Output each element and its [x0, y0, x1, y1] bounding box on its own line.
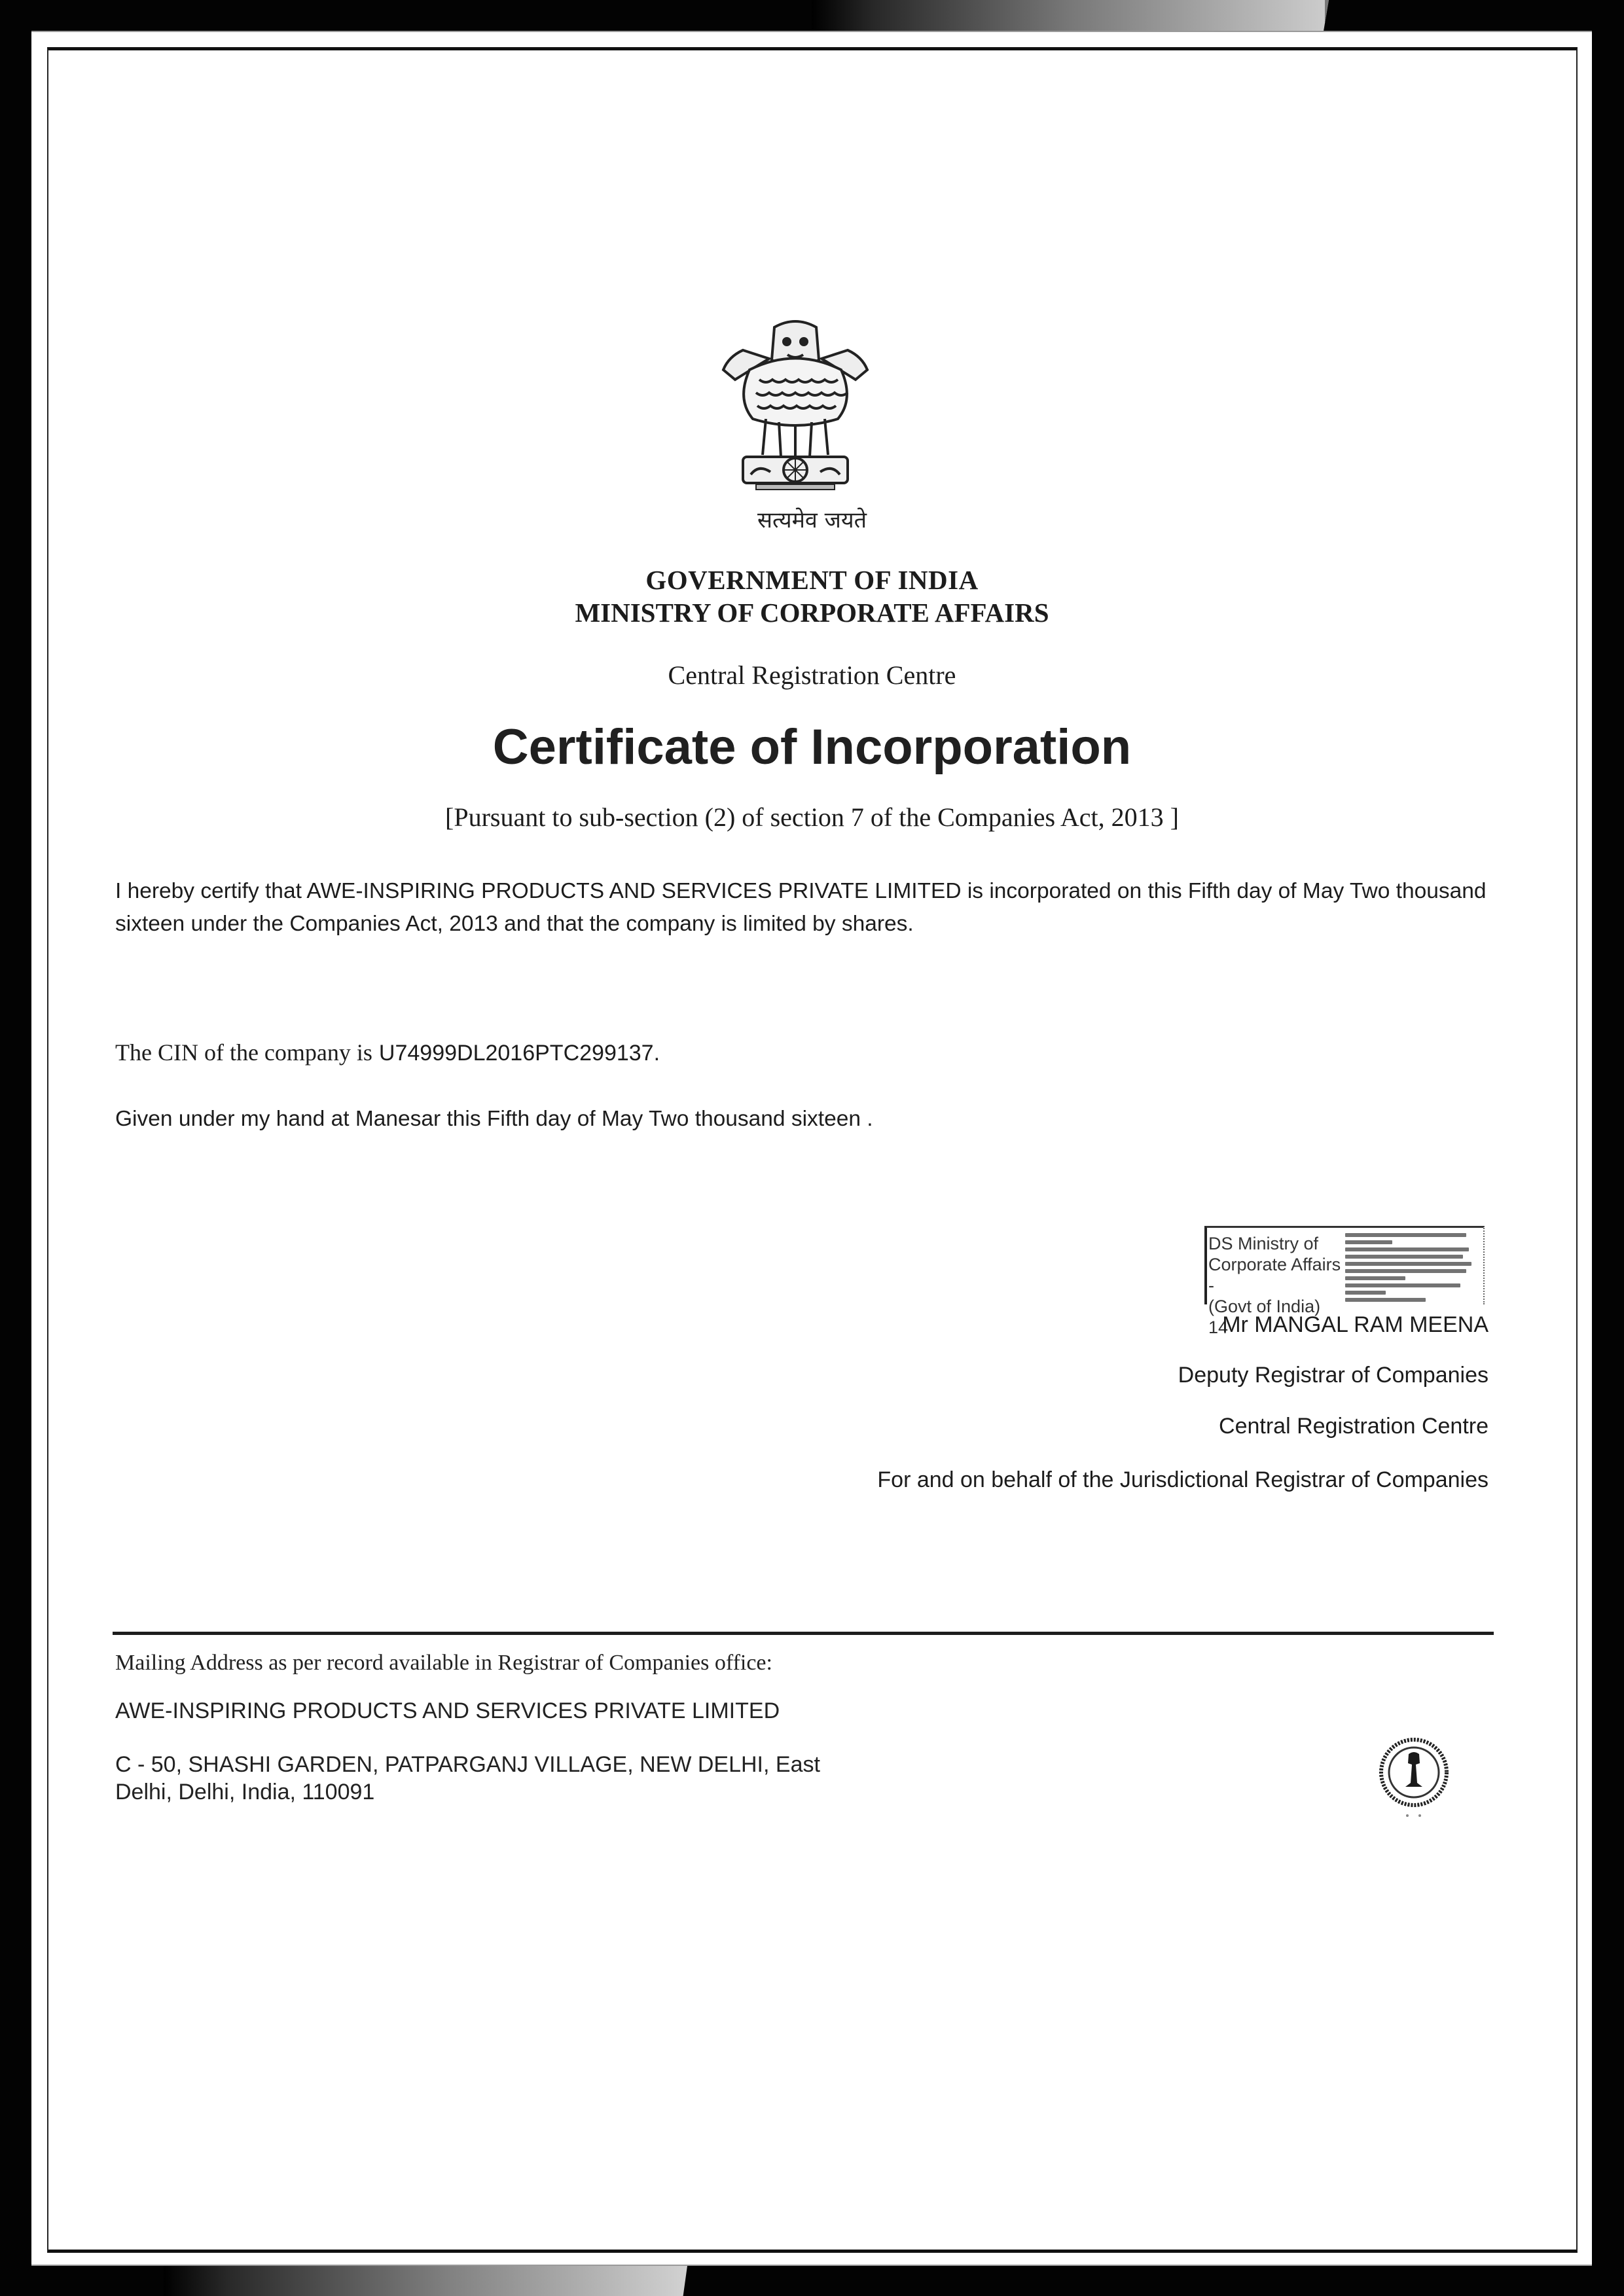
frame-highlight-bottom — [164, 2266, 687, 2296]
government-heading: GOVERNMENT OF INDIA — [645, 565, 979, 595]
signer-line: (Govt of India) 14 — [1208, 1297, 1321, 1337]
digital-signature-signer — [1207, 1228, 1343, 1337]
signer-line: DS Ministry of — [1208, 1234, 1319, 1253]
footer-divider — [113, 1632, 1494, 1635]
mailing-address-label: Mailing Address as per record available in Registrar of Companies office: — [115, 1651, 772, 1675]
national-motto: सत्यमेव जयते — [757, 507, 867, 533]
signatory-on-behalf: For and on behalf of the Jurisdictional Registrar of Companies — [877, 1467, 1489, 1492]
address-line-2: Delhi, Delhi, India, 110091 — [115, 1780, 375, 1804]
cin-value: U74999DL2016PTC299137. — [378, 1041, 660, 1066]
cin-statement — [115, 1036, 1490, 1069]
signatory-designation: Deputy Registrar of Companies — [1178, 1363, 1489, 1388]
page-title: Certificate of Incorporation — [492, 719, 1132, 775]
signer-line: Corporate Affairs - — [1208, 1255, 1341, 1295]
address-line-1: C - 50, SHASHI GARDEN, PATPARGANJ VILLAGE, NEW DELHI, East — [115, 1752, 820, 1777]
registration-centre-heading: Central Registration Centre — [668, 660, 956, 690]
digital-signature-details — [1343, 1228, 1483, 1304]
ministry-seal-icon — [1378, 1734, 1450, 1820]
pursuant-clause: [Pursuant to sub-section (2) of section 7 of the Companies Act, 2013 ] — [445, 802, 1179, 832]
given-under-hand-statement: Given under my hand at Manesar this Fifth day of May Two thousand sixteen . — [115, 1107, 873, 1131]
mailing-company-name: AWE-INSPIRING PRODUCTS AND SERVICES PRIVATE LIMITED — [115, 1698, 780, 1723]
signatory-office: Central Registration Centre — [1219, 1414, 1489, 1439]
national-emblem-icon — [697, 308, 893, 504]
certification-statement: I hereby certify that AWE-INSPIRING PRODUCTS AND SERVICES PRIVATE LIMITED is incorporated on this Fifth day of May Two thousand sixteen under the Companies Act, 2013 and that the company is limited by shares. — [115, 879, 1487, 936]
frame-highlight-top — [812, 0, 1329, 31]
signatory-name: Mr MANGAL RAM MEENA — [1222, 1312, 1489, 1337]
ministry-heading: MINISTRY OF CORPORATE AFFAIRS — [575, 598, 1049, 628]
mailing-address — [115, 1751, 933, 1806]
cin-label: The CIN of the company is — [115, 1039, 372, 1066]
